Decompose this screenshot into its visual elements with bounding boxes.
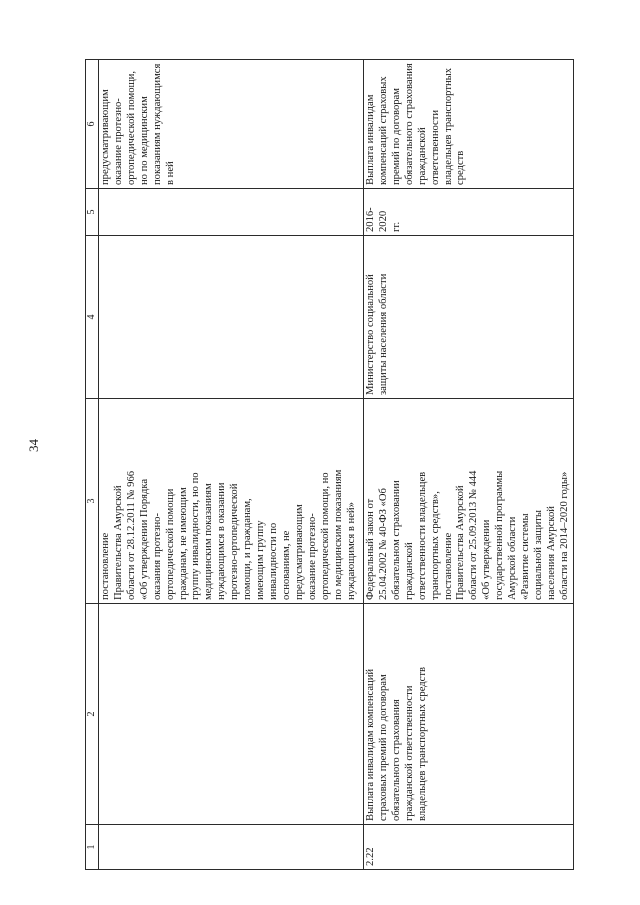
table-row [364, 60, 574, 870]
cell-measure [99, 604, 364, 825]
header-col-3: 3 [86, 399, 99, 604]
rotated-table-container [85, 60, 570, 870]
cell-result: предусматривающим оказание протезно- ортопедической помощи, но по медицинским показаниям нуждающимся в ней [99, 60, 364, 189]
page-number: 34 [26, 439, 41, 452]
cell-period [99, 189, 364, 236]
table-row [99, 60, 364, 870]
header-col-4: 4 [86, 236, 99, 399]
cell-period: 2016-2020 гг. [364, 189, 574, 236]
cell-legal-basis: Федеральный закон от 25.04.2002 № 40-ФЗ «Об обязательном страховании гражданской ответственности владельцев транспортных средств», постановление Правительства Амурской области от 25.09.2013 № 444 «Об утверждении государственной программы Амурской области «Развитие системы социальной защиты населения Амурской области на 2014–2020 годы» [364, 399, 574, 604]
cell-num [99, 825, 364, 870]
cell-result: Выплата инвалидам компенсаций страховых премий по договорам обязательного страхования гражданской ответственности владельцев транспортных средств [364, 60, 574, 189]
cell-num: 2.22 [364, 825, 574, 870]
header-col-5: 5 [86, 189, 99, 236]
cell-executor [99, 236, 364, 399]
header-col-2: 2 [86, 604, 99, 825]
measures-table [85, 59, 574, 870]
cell-measure: Выплата инвалидам компенсаций страховых премий по договорам обязательного страхования гражданской ответственности владельцев транспортных средств [364, 604, 574, 825]
header-col-6: 6 [86, 60, 99, 189]
cell-executor: Министерство социальной защиты населения области [364, 236, 574, 399]
header-col-1: 1 [86, 825, 99, 870]
cell-legal-basis: постановление Правительства Амурской области от 28.12.2011 № 966 «Об утверждении Порядка оказания протезно- ортопедической помощи гражданам, не имеющим группу инвалидности, но по медицинским показаниям нуждающимся в оказании протезно-ортопедической помощи, и гражданам, имеющим группу инвалидности по основаниям, не предусматривающим оказание протезно- ортопедической помощи, но по медицинским показаниям нуждающимся в ней» [99, 399, 364, 604]
table-header-row [86, 60, 99, 870]
